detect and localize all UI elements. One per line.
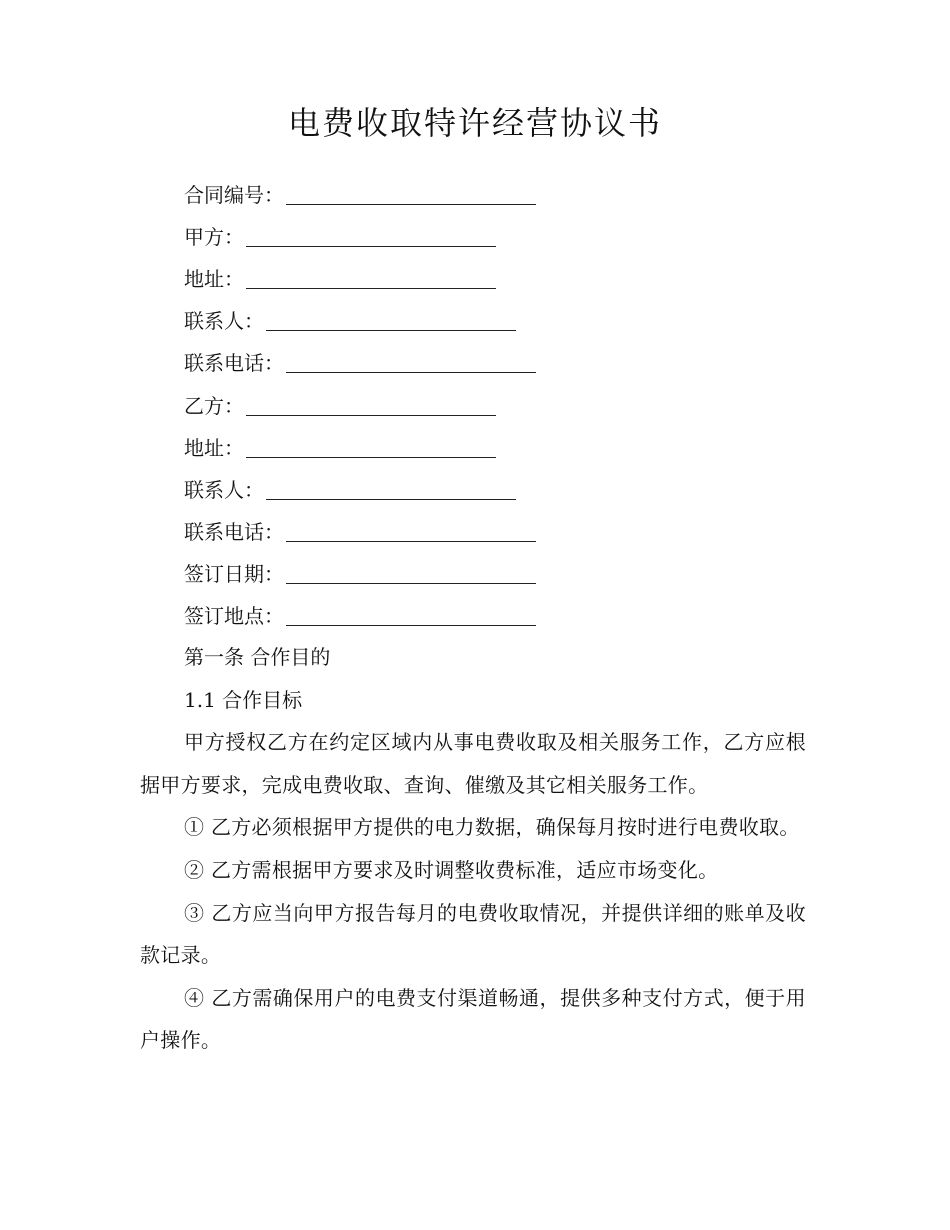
fill-in-blank[interactable] <box>246 393 496 416</box>
document-body <box>140 636 806 1062</box>
field-label: 合同编号： <box>184 182 284 207</box>
field-label: 地址： <box>184 266 244 291</box>
fill-in-blank[interactable] <box>286 561 536 584</box>
field-sign-place <box>184 594 804 636</box>
field-label: 签订日期： <box>184 562 284 587</box>
contract-info-fields <box>184 172 804 636</box>
list-item: ④ 乙方需确保用户的电费支付渠道畅通，提供多种支付方式，便于用户操作。 <box>140 985 806 1053</box>
fill-in-blank[interactable] <box>286 182 536 205</box>
field-contract-number <box>184 172 804 214</box>
field-label: 签订地点： <box>184 604 284 629</box>
field-party-a-contact <box>184 299 804 341</box>
fill-in-blank[interactable] <box>266 308 516 331</box>
field-party-a-address <box>184 256 804 298</box>
field-label: 联系人： <box>184 309 264 334</box>
field-party-b-contact <box>184 467 804 509</box>
field-party-b <box>184 383 804 425</box>
field-party-a-phone <box>184 341 804 383</box>
fill-in-blank[interactable] <box>286 603 536 626</box>
fill-in-blank[interactable] <box>286 350 536 373</box>
fill-in-blank[interactable] <box>246 266 496 289</box>
field-label: 联系电话： <box>184 351 284 376</box>
fill-in-blank[interactable] <box>246 224 496 247</box>
list-item: ① 乙方必须根据甲方提供的电力数据，确保每月按时进行电费收取。 <box>184 815 800 840</box>
field-party-b-phone <box>184 510 804 552</box>
field-label: 联系电话： <box>184 520 284 545</box>
fill-in-blank[interactable] <box>286 519 536 542</box>
fill-in-blank[interactable] <box>266 477 516 500</box>
field-party-a <box>184 214 804 256</box>
field-label: 联系人： <box>184 477 264 502</box>
list-item: ③ 乙方应当向甲方报告每月的电费收取情况，并提供详细的账单及收款记录。 <box>140 900 806 968</box>
document-title: 电费收取特许经营协议书 <box>287 104 662 142</box>
fill-in-blank[interactable] <box>246 435 496 458</box>
section-heading: 第一条 合作目的 <box>184 645 331 669</box>
field-label: 地址： <box>184 435 244 460</box>
list-item: ② 乙方需根据甲方要求及时调整收费标准，适应市场变化。 <box>184 857 719 882</box>
field-label: 乙方： <box>184 393 244 418</box>
field-party-b-address <box>184 425 804 467</box>
section-intro-paragraph: 甲方授权乙方在约定区域内从事电费收取及相关服务工作，乙方应根据甲方要求，完成电费收取、查询、催缴及其它相关服务工作。 <box>140 730 806 797</box>
field-label: 甲方： <box>184 224 244 249</box>
subsection-heading: 1.1 合作目标 <box>184 687 303 712</box>
field-sign-date <box>184 552 804 594</box>
